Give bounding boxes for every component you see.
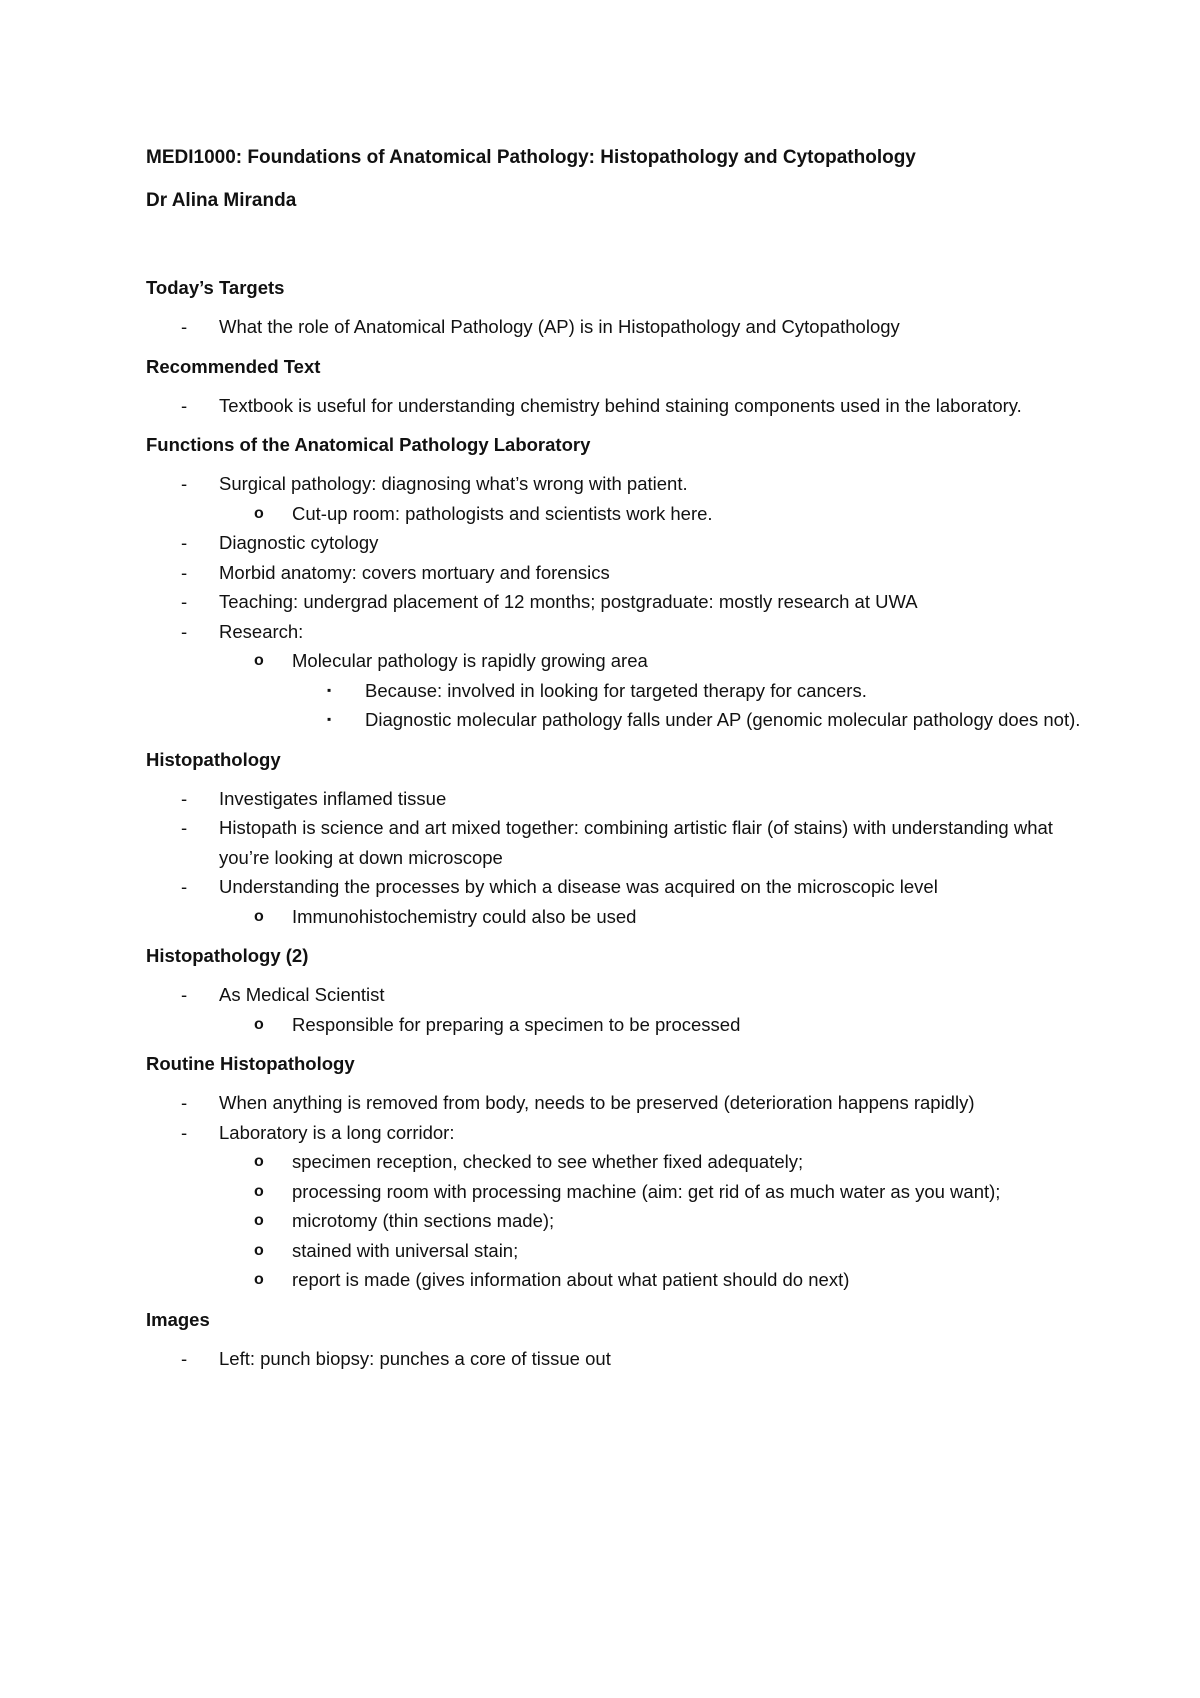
dash-bullet-icon: - — [181, 787, 188, 809]
section-heading-functions: Functions of the Anatomical Pathology Laboratory — [146, 434, 591, 455]
square-bullet-icon: ▪ — [327, 682, 332, 697]
list-item — [146, 469, 1086, 499]
list-item — [146, 499, 1086, 529]
circle-bullet-icon: o — [254, 1015, 264, 1033]
dash-bullet-icon: - — [181, 316, 188, 337]
dash-bullet-icon: - — [181, 532, 188, 553]
list-item — [146, 676, 1086, 706]
section-heading-images: Images — [146, 1308, 210, 1330]
list-item-text: Responsible for preparing a specimen to be processed — [292, 1013, 741, 1035]
list-item-text: When anything is removed from body, needs to be preserved (deterioration happens rapidly) — [219, 1092, 975, 1113]
list-item — [146, 1236, 1086, 1266]
bullet-list — [146, 1088, 1086, 1295]
list-item — [146, 617, 1086, 647]
list-item-text: Understanding the processes by which a disease was acquired on the microscopic level — [219, 876, 938, 897]
list-item — [146, 1206, 1086, 1236]
list-item — [146, 312, 1086, 342]
list-item-text: Molecular pathology is rapidly growing area — [292, 650, 648, 671]
list-item — [146, 705, 1086, 735]
list-item-text: Left: punch biopsy: punches a core of tissue out — [219, 1347, 611, 1369]
section-heading-histopathology: Histopathology — [146, 748, 281, 770]
list-item-text: specimen reception, checked to see whether fixed adequately; — [292, 1151, 804, 1172]
list-item-text: As Medical Scientist — [219, 984, 385, 1005]
dash-bullet-icon: - — [181, 984, 188, 1005]
dash-bullet-icon: - — [181, 1347, 188, 1369]
dash-bullet-icon: - — [181, 1092, 188, 1113]
list-item — [146, 872, 1086, 902]
list-item — [146, 1177, 1086, 1207]
section-heading-recommended-text: Recommended Text — [146, 355, 321, 377]
circle-bullet-icon: o — [254, 907, 264, 925]
section-heading-histopathology-2: Histopathology (2) — [146, 945, 309, 966]
list-item-text: Histopath is science and art mixed together: combining artistic flair (of stains) with understanding what you’re looking at down microscope — [219, 817, 1053, 868]
list-item — [146, 1344, 1086, 1374]
list-item — [146, 784, 1086, 814]
circle-bullet-icon: o — [254, 1271, 264, 1288]
circle-bullet-icon: o — [254, 504, 264, 522]
list-item — [146, 813, 1086, 872]
list-item-text: Teaching: undergrad placement of 12 months; postgraduate: mostly research at UWA — [219, 591, 918, 612]
list-item — [146, 1265, 1086, 1295]
list-item-text: Immunohistochemistry could also be used — [292, 905, 637, 927]
section-heading-todays-targets: Today’s Targets — [146, 277, 285, 298]
bullet-list — [146, 391, 1086, 421]
dash-bullet-icon: - — [181, 876, 188, 897]
list-item-text: Research: — [219, 620, 304, 642]
list-item-text: Because: involved in looking for targeted therapy for cancers. — [365, 679, 867, 701]
list-item-text: Textbook is useful for understanding chemistry behind staining components used in the laboratory. — [219, 394, 1022, 416]
dash-bullet-icon: - — [181, 620, 188, 642]
list-item — [146, 980, 1086, 1010]
list-item-text: What the role of Anatomical Pathology (AP) is in Histopathology and Cytopathology — [219, 316, 900, 337]
square-bullet-icon: ▪ — [327, 712, 332, 726]
dash-bullet-icon: - — [181, 394, 188, 416]
bullet-list — [146, 469, 1086, 735]
list-item — [146, 1010, 1086, 1040]
list-item-text: Investigates inflamed tissue — [219, 787, 447, 809]
dash-bullet-icon: - — [181, 817, 188, 838]
list-item — [146, 646, 1086, 676]
circle-bullet-icon: o — [254, 1153, 264, 1170]
list-item — [146, 587, 1086, 617]
list-item-text: Cut-up room: pathologists and scientists work here. — [292, 502, 713, 524]
list-item — [146, 391, 1086, 421]
list-item-text: Diagnostic molecular pathology falls under AP (genomic molecular pathology does not). — [365, 709, 1081, 730]
dash-bullet-icon: - — [181, 561, 188, 583]
bullet-list — [146, 312, 1086, 342]
document-content — [146, 132, 1086, 1386]
document-author: Dr Alina Miranda — [146, 190, 297, 211]
list-item-text: Surgical pathology: diagnosing what’s wrong with patient. — [219, 473, 688, 494]
list-item — [146, 1088, 1086, 1118]
list-item — [146, 528, 1086, 558]
list-item-text: Diagnostic cytology — [219, 532, 379, 553]
list-item — [146, 902, 1086, 932]
list-item — [146, 558, 1086, 588]
list-item-text: processing room with processing machine (aim: get rid of as much water as you want); — [292, 1180, 1001, 1202]
list-item — [146, 1147, 1086, 1177]
circle-bullet-icon: o — [254, 1212, 264, 1229]
dash-bullet-icon: - — [181, 591, 188, 612]
document-title: MEDI1000: Foundations of Anatomical Pathology: Histopathology and Cytopathology — [146, 147, 916, 168]
list-item — [146, 1118, 1086, 1148]
list-item-text: stained with universal stain; — [292, 1239, 519, 1261]
bullet-list — [146, 980, 1086, 1039]
circle-bullet-icon: o — [254, 1241, 264, 1259]
bullet-list — [146, 1344, 1086, 1374]
bullet-list — [146, 784, 1086, 932]
list-item-text: report is made (gives information about what patient should do next) — [292, 1269, 850, 1290]
circle-bullet-icon: o — [254, 652, 264, 669]
circle-bullet-icon: o — [254, 1182, 264, 1200]
section-heading-routine-histopathology: Routine Histopathology — [146, 1053, 355, 1074]
list-item-text: microtomy (thin sections made); — [292, 1210, 555, 1231]
list-item-text: Morbid anatomy: covers mortuary and forensics — [219, 561, 610, 583]
dash-bullet-icon: - — [181, 1121, 188, 1143]
list-item-text: Laboratory is a long corridor: — [219, 1121, 455, 1143]
dash-bullet-icon: - — [181, 473, 188, 494]
